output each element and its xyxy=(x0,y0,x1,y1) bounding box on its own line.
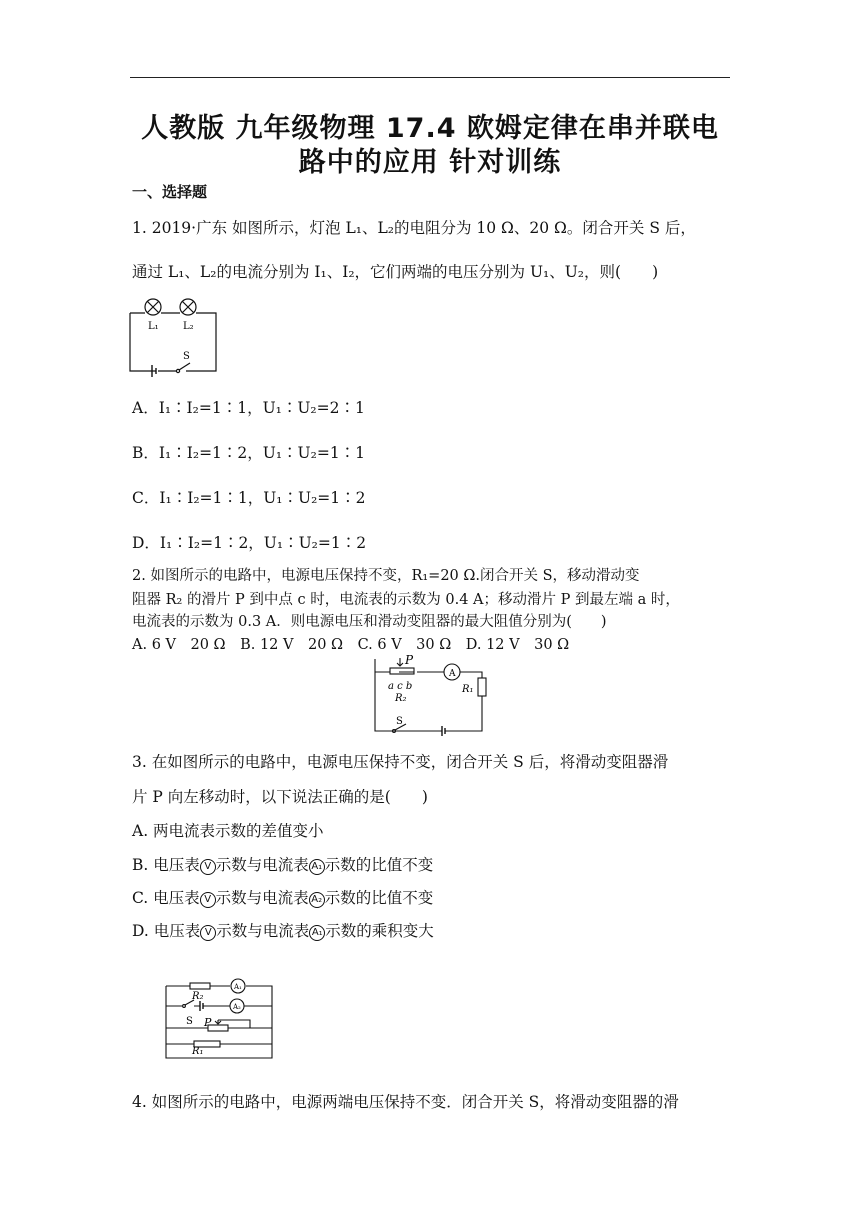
q1-label-l2: L₂ xyxy=(183,321,194,332)
q2-stem-line1: 2. 如图所示的电路中，电源电压保持不变，R₁=20 Ω.闭合开关 S，移动滑动变 xyxy=(132,568,640,584)
q1-option-a: A．I₁∶I₂=1∶1，U₁∶U₂=2∶1 xyxy=(132,399,365,417)
ammeter-a1-icon: A₁ xyxy=(309,859,325,875)
q2-label-s: S xyxy=(396,716,403,727)
q3-label-s: S xyxy=(186,1016,193,1027)
q1-circuit-diagram xyxy=(126,293,226,377)
q2-label-ammeter: A xyxy=(449,669,456,679)
q1-option-d: D．I₁∶I₂=1∶2，U₁∶U₂=1∶2 xyxy=(132,534,367,552)
voltmeter-v-icon: V xyxy=(200,925,216,941)
section-heading: 一、选择题 xyxy=(132,183,208,201)
q2-label-abc: a c b xyxy=(388,681,413,692)
q2-stem-line3: 电流表的示数为 0.3 A．则电源电压和滑动变阻器的最大阻值分别为( ) xyxy=(132,614,607,630)
q3-label-a2: A₂ xyxy=(233,1003,241,1011)
voltmeter-v-icon: V xyxy=(200,859,216,875)
q2-options: A. 6 V 20 Ω B. 12 V 20 Ω C. 6 V 30 Ω D. 12 V 30 Ω xyxy=(132,637,570,653)
q1-option-c: C．I₁∶I₂=1∶1，U₁∶U₂=1∶2 xyxy=(132,489,366,507)
q1-label-l1: L₁ xyxy=(148,321,159,332)
q3-option-a: A. 两电流表示数的差值变小 xyxy=(132,822,324,840)
q3-label-r2: R₂ xyxy=(192,991,204,1002)
q2-label-r2: R₂ xyxy=(395,693,407,704)
top-rule xyxy=(130,77,730,78)
q3-option-c: C. 电压表 V 示数与电流表 A₂ 示数的比值不变 xyxy=(132,889,434,907)
q3-label-r1: R₁ xyxy=(192,1046,204,1057)
q3-label-a1: A₁ xyxy=(234,983,242,991)
page-title-line2: 路中的应用 针对训练 xyxy=(298,147,562,178)
q1-stem-line2: 通过 L₁、L₂的电流分别为 I₁、I₂，它们两端的电压分别为 U₁、U₂，则( ) xyxy=(132,263,659,281)
ammeter-a2-icon: A₂ xyxy=(309,892,325,908)
q3-option-d: D. 电压表 V 示数与电流表 A₁ 示数的乘积变大 xyxy=(132,922,434,940)
q3-label-p: P xyxy=(204,1016,212,1029)
page-title-line1: 人教版 九年级物理 17.4 欧姆定律在串并联电 xyxy=(141,113,719,144)
q1-option-b: B．I₁∶I₂=1∶2，U₁∶U₂=1∶1 xyxy=(132,444,366,462)
ammeter-a1-icon: A₁ xyxy=(309,925,325,941)
q3-stem-line1: 3. 在如图所示的电路中，电源电压保持不变，闭合开关 S 后，将滑动变阻器滑 xyxy=(132,753,669,771)
q4-stem-line1: 4. 如图所示的电路中，电源两端电压保持不变．闭合开关 S，将滑动变阻器的滑 xyxy=(132,1093,679,1111)
q2-circuit-diagram xyxy=(370,654,490,736)
q1-stem-line1: 1. 2019·广东 如图所示，灯泡 L₁、L₂的电阻分为 10 Ω、20 Ω。闭合开关 S 后， xyxy=(132,219,696,237)
q2-label-p: P xyxy=(405,654,414,667)
voltmeter-v-icon: V xyxy=(200,892,216,908)
q3-circuit-diagram xyxy=(160,976,278,1062)
q2-stem-line2: 阻器 R₂ 的滑片 P 到中点 c 时，电流表的示数为 0.4 A；移动滑片 P 到最左端 a 时， xyxy=(132,592,680,608)
q3-stem-line2: 片 P 向左移动时，以下说法正确的是( ) xyxy=(132,788,428,806)
q3-option-b: B. 电压表 V 示数与电流表 A₁ 示数的比值不变 xyxy=(132,856,434,874)
q2-label-r1: R₁ xyxy=(462,684,474,695)
q1-label-s: S xyxy=(183,351,190,362)
